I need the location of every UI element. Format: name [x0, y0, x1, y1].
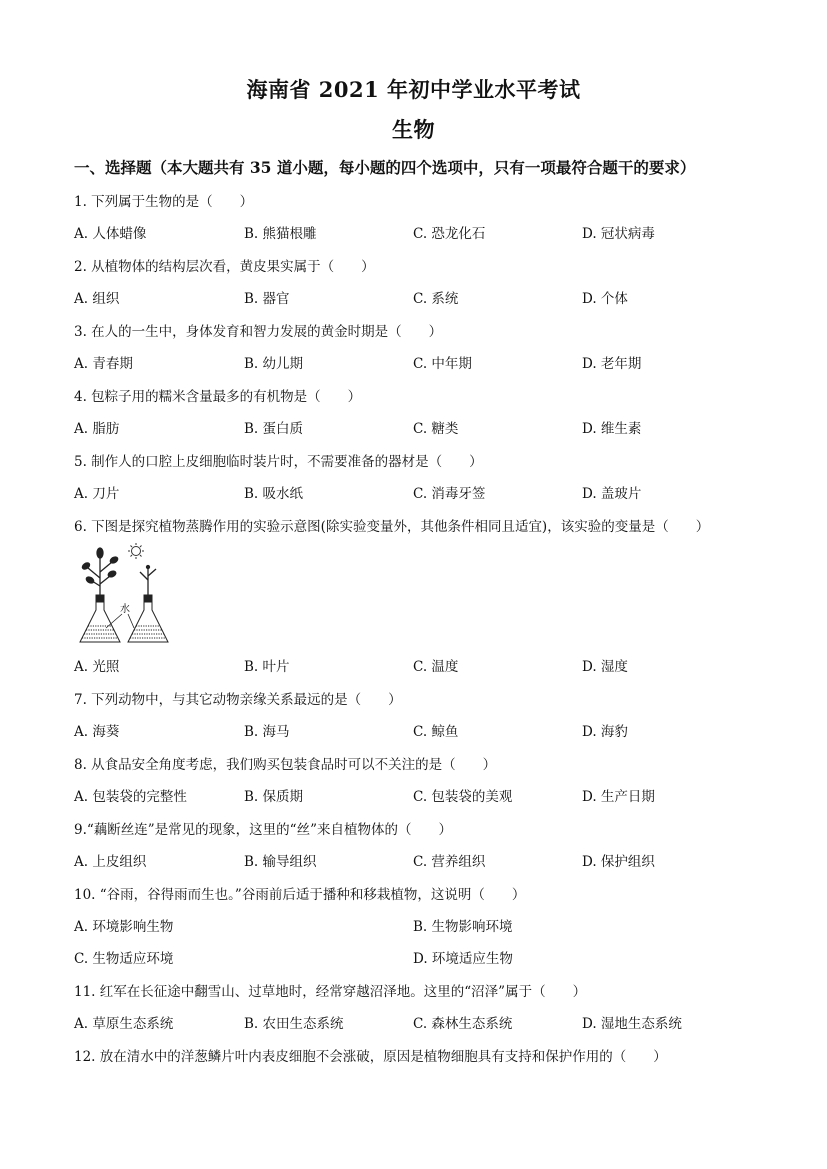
leafy-plant [81, 548, 119, 597]
option-b[interactable]: B. 器官 [244, 291, 290, 307]
question-3: 3. 在人的一生中，身体发育和智力发展的黄金时期是（ ） [74, 324, 443, 340]
option-d[interactable]: D. 海豹 [582, 724, 628, 740]
question-9: 9.“藕断丝连”是常见的现象，这里的“丝”来自植物体的（ ） [74, 822, 452, 838]
option-a[interactable]: A. 上皮组织 [74, 854, 147, 870]
option-d[interactable]: D. 环境适应生物 [413, 951, 513, 967]
question-2: 2. 从植物体的结构层次看，黄皮果实属于（ ） [74, 259, 375, 275]
option-b[interactable]: B. 生物影响环境 [413, 919, 513, 935]
option-a[interactable]: A. 草原生态系统 [74, 1016, 174, 1032]
option-d[interactable]: D. 维生素 [582, 421, 642, 437]
section-heading: 一、选择题（本大题共有 35 道小题，每小题的四个选项中，只有一项最符合题干的要求） [74, 158, 696, 177]
option-a[interactable]: A. 刀片 [74, 486, 120, 502]
flask-left [80, 595, 120, 642]
option-d[interactable]: D. 生产日期 [582, 789, 655, 805]
option-c[interactable]: C. 糖类 [413, 421, 459, 437]
option-c[interactable]: C. 中年期 [413, 356, 472, 372]
option-a[interactable]: A. 青春期 [74, 356, 133, 372]
option-d[interactable]: D. 老年期 [582, 356, 642, 372]
options-4 [74, 417, 764, 437]
question-1: 1. 下列属于生物的是（ ） [74, 194, 254, 210]
options-10-row-2 [74, 947, 764, 967]
options-10-row-1 [74, 915, 764, 935]
option-d[interactable]: D. 湿度 [582, 659, 628, 675]
question-7: 7. 下列动物中，与其它动物亲缘关系最远的是（ ） [74, 692, 402, 708]
flask-plants-diagram [76, 542, 176, 646]
option-a[interactable]: A. 光照 [74, 659, 120, 675]
option-c[interactable]: C. 系统 [413, 291, 459, 307]
option-a[interactable]: A. 海葵 [74, 724, 120, 740]
option-b[interactable]: B. 吸水纸 [244, 486, 304, 502]
option-c[interactable]: C. 营养组织 [413, 854, 486, 870]
option-b[interactable]: B. 叶片 [244, 659, 290, 675]
option-c[interactable]: C. 森林生态系统 [413, 1016, 513, 1032]
question-4: 4. 包粽子用的糯米含量最多的有机物是（ ） [74, 389, 362, 405]
question-8: 8. 从食品安全角度考虑，我们购买包装食品时可以不关注的是（ ） [74, 757, 497, 773]
option-a[interactable]: A. 人体蜡像 [74, 226, 147, 242]
option-d[interactable]: D. 盖玻片 [582, 486, 642, 502]
option-c[interactable]: C. 消毒牙签 [413, 486, 486, 502]
transpiration-experiment-figure [76, 542, 176, 646]
options-8 [74, 785, 764, 805]
option-b[interactable]: B. 保质期 [244, 789, 304, 805]
leafless-plant [140, 566, 156, 598]
exam-title: 海南省 2021 年初中学业水平考试 [246, 77, 581, 102]
question-12: 12. 放在清水中的洋葱鳞片叶内表皮细胞不会涨破，原因是植物细胞具有支持和保护作用的（ ） [74, 1049, 667, 1065]
water-label: 水 [120, 604, 130, 615]
flask-right [128, 595, 168, 642]
option-a[interactable]: A. 脂肪 [74, 421, 120, 437]
option-d[interactable]: D. 湿地生态系统 [582, 1016, 682, 1032]
option-b[interactable]: B. 海马 [244, 724, 290, 740]
options-1 [74, 222, 764, 242]
option-c[interactable]: C. 生物适应环境 [74, 951, 174, 967]
question-5: 5. 制作人的口腔上皮细胞临时装片时，不需要准备的器材是（ ） [74, 454, 483, 470]
subject-title: 生物 [392, 117, 435, 142]
options-9 [74, 850, 764, 870]
options-3 [74, 352, 764, 372]
option-a[interactable]: A. 包装袋的完整性 [74, 789, 187, 805]
option-a[interactable]: A. 组织 [74, 291, 120, 307]
option-c[interactable]: C. 恐龙化石 [413, 226, 486, 242]
option-d[interactable]: D. 个体 [582, 291, 628, 307]
option-d[interactable]: D. 保护组织 [582, 854, 655, 870]
options-7 [74, 720, 764, 740]
question-10: 10. “谷雨，谷得雨而生也。”谷雨前后适于播种和移栽植物，这说明（ ） [74, 887, 526, 903]
sun-icon [128, 543, 144, 559]
question-6: 6. 下图是探究植物蒸腾作用的实验示意图(除实验变量外，其他条件相同且适宜)，该实验的变量是（ ） [74, 519, 710, 535]
question-11: 11. 红军在长征途中翻雪山、过草地时，经常穿越沼泽地。这里的“沼泽”属于（ ） [74, 984, 587, 1000]
options-6 [74, 655, 764, 675]
options-5 [74, 482, 764, 502]
option-b[interactable]: B. 幼儿期 [244, 356, 304, 372]
option-c[interactable]: C. 包装袋的美观 [413, 789, 513, 805]
option-a[interactable]: A. 环境影响生物 [74, 919, 174, 935]
option-b[interactable]: B. 蛋白质 [244, 421, 304, 437]
option-b[interactable]: B. 输导组织 [244, 854, 317, 870]
option-d[interactable]: D. 冠状病毒 [582, 226, 655, 242]
options-2 [74, 287, 764, 307]
option-c[interactable]: C. 鲸鱼 [413, 724, 459, 740]
option-b[interactable]: B. 农田生态系统 [244, 1016, 344, 1032]
options-11 [74, 1012, 764, 1032]
option-c[interactable]: C. 温度 [413, 659, 459, 675]
option-b[interactable]: B. 熊猫根雕 [244, 226, 317, 242]
